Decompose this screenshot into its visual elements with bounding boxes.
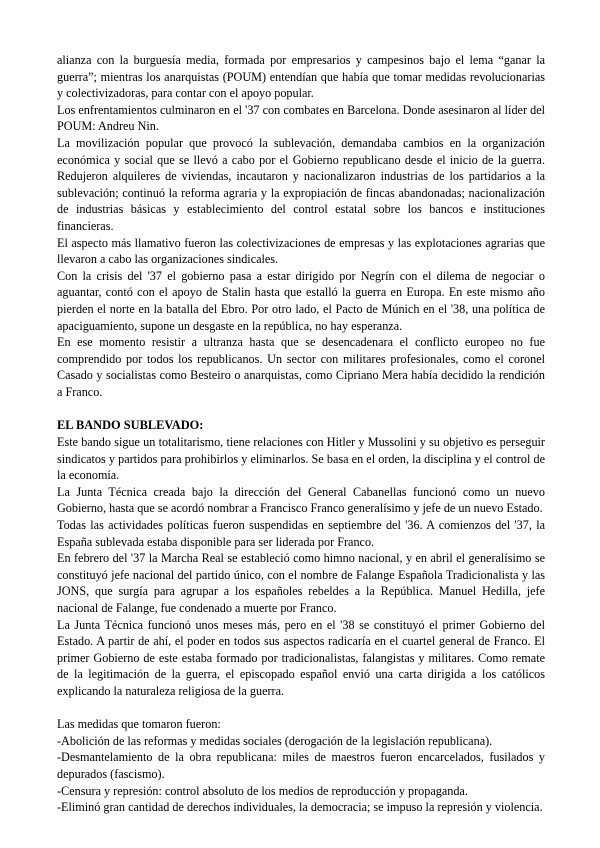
paragraph-collectivizations: El aspecto más llamativo fueron las colectivizaciones de empresas y las explotaciones agrarias que llevaron a cabo las organizaciones sindicales. [57,235,545,267]
paragraph-surrender: En ese momento resistir a ultranza hasta que se desencadenara el conflicto europeo no fue comprendido por todos los republicanos. Un sector con militares profesionales, como el coronel Casado y socialistas como Besteiro o anarquistas, como Cipriano Mera había decidido la rendición a Franco. [57,335,545,399]
document-page [57,52,545,816]
paragraph-negrin-crisis: Con la crisis del '37 el gobierno pasa a estar dirigido por Negrín con el dilema de negociar o aguantar, contó con el apoyo de Stalin hasta que estalló la guerra en Europa. En este mismo año pierden el norte en la batalla del Ebro. Por otro lado, el Pacto de Múnich en el '38, una política de apaciguamiento, supone un desgaste en la república, no hay esperanza. [57,268,545,333]
measure-item: -Censura y represión: control absoluto de los medios de reproducción y propaganda. [57,783,468,798]
paragraph-social-reforms: La movilización popular que provocó la sublevación, demandaba cambios en la organización económica y social que se llevó a cabo por el Gobierno republicano desde el inicio de la guerra. Redujeron alquileres de viviendas, incautaron y nacionalizaron industrias de los partidarios a la sublevación; continuó la reforma agraria y la expropiación de fincas abandonadas; nacionalización de industrias básicas y establecimiento del control estatal sobre los bancos e instituciones financieras. [57,135,545,233]
paragraph-junta-tecnica: La Junta Técnica creada bajo la dirección del General Cabanellas funcionó como un nuevo Gobierno, hasta que se acordó nombrar a Francisco Franco generalísimo y jefe de un nuevo Estado. [57,484,545,516]
measure-item: -Abolición de las reformas y medidas sociales (derogación de la legislación republicana). [57,733,493,748]
paragraph-barcelona: Los enfrentamientos culminaron en el '37 con combates en Barcelona. Donde asesinaron al líder del POUM: Andreu Nin. [57,102,545,134]
measure-item: -Eliminó gran cantidad de derechos individuales, la democracia; se impuso la represión y violencia. [57,800,543,815]
blank-line [57,700,545,717]
measures-intro: Las medidas que tomaron fueron: [57,717,221,732]
measure-item: -Desmantelamiento de la obra republicana: miles de maestros fueron encarcelados, fusilados y depurados (fascismo). [57,750,545,781]
paragraph-marcha-real: En febrero del '37 la Marcha Real se estableció como himno nacional, y en abril el generalísimo se constituyó jefe nacional del partido único, con el nombre de Falange Española Tradicionalista y las JONS, que surgía para agrupar a los españoles rebeldes a la República. Manuel Hedilla, jefe nacional de Falange, fue condenado a muerte por Franco. [57,551,545,615]
section-heading-bando-sublevado: EL BANDO SUBLEVADO: [57,418,204,433]
paragraph-suspended-activities: Todas las actividades políticas fueron suspendidas en septiembre del '36. A comienzos del '37, la España sublevada estaba disponible para ser liderada por Franco. [57,518,545,549]
paragraph-first-government: La Junta Técnica funcionó unos meses más, pero en el '38 se constituyó el primer Gobierno del Estado. A partir de ahí, el poder en todos sus aspectos radicaría en el cuartel general de Franco. El primer Gobierno de este estaba formado por tradicionalistas, falangistas y militares. Como remate de la legitimación de la guerra, el episcopado español envió una carta dirigida a los católicos explicando la naturaleza religiosa de la guerra. [57,617,545,698]
paragraph-alliance: alianza con la burguesía media, formada por empresarios y campesinos bajo el lema “ganar la guerra”; mientras los anarquistas (POUM) entendían que había que tomar medidas revolucionarias y colectivizadoras, para contar con el apoyo popular. [57,53,545,101]
paragraph-totalitarianism: Este bando sigue un totalitarismo, tiene relaciones con Hitler y Mussolini y su objetivo es perseguir sindicatos y partidos para prohibirlos y eliminarlos. Se basa en el orden, la disciplina y el control de la economía. [57,435,545,483]
